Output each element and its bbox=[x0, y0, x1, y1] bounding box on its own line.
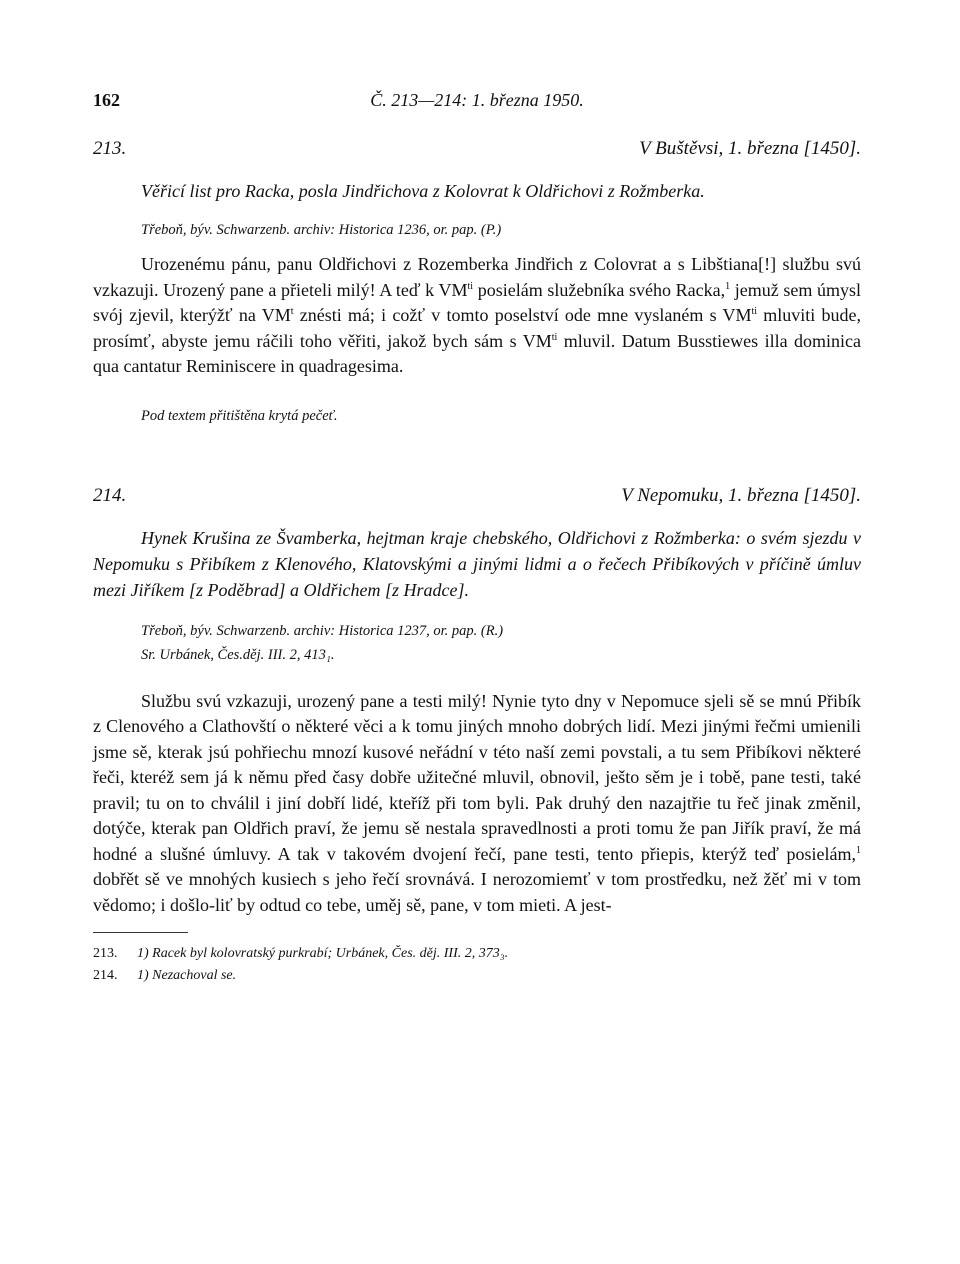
running-title: Č. 213—214: 1. března 1950. bbox=[370, 90, 584, 110]
entry-213-heading bbox=[93, 138, 861, 166]
entry-number: 213. bbox=[93, 138, 127, 159]
entry-source: Třeboň, býv. Schwarzenb. archiv: Historica 1236, or. pap. (P.) bbox=[141, 222, 502, 238]
footnote-ref: 1 bbox=[856, 844, 861, 856]
entry-place-date: V Buštěvsi, 1. března [1450]. bbox=[639, 138, 861, 159]
document-page bbox=[93, 90, 861, 987]
entry-regest: Věřicí list pro Racka, posla Jindřichova z Kolovrat k Oldřichovi z Rožmberka. bbox=[141, 181, 705, 201]
footnote: 214. 1) Nezachoval se. bbox=[93, 968, 237, 983]
footnote: 213. 1) Racek byl kolovratský purkrabí; Urbánek, Čes. děj. III. 2, 373₃. bbox=[93, 946, 509, 961]
entry-text: Službu svú vzkazuji, urozený pane a testi milý! Nynie tyto dny v Nepomuce sjeli sě se mnú Přibík z Clenového a Clathovští o některé věci a k tomu jiných mnoho dobrých lidí. Mezi jinými řečmi umienili jsme sě, kterak jsú pohřiechu mnozí kusové neřádní v této naší zemi povstali, a tu sem Přibíkovi některé řeči, kteréž sem já k němu před časy dobře užitečné mluvil, obnovil, ješto sěm je i tobě, pane testi, také pravil; tu on to chválil i jiní dobří lidé, kteříž při tom byli. Pak druhý den nazajtřie tu řeč jinak změnil, dotýče, kterak pan Oldřich praví, že jemu sě nestala spravedlnosti a proti tomu že pan Jiřík praví, že má hodné a slušné úmluvy. A tak v takovém dvojení řečí, pane testi, tento přiepis, kterýž teď posielám,$^1$ dobřět sě ve mnohých kusiech s jeho řečí srovnává. I nerozomiemť v tom prostředku, než žěť mi v tom vědomo; i došlo-liť by odtud co tebe, uměj sě, pane, v tom mieti. A jest- bbox=[93, 690, 861, 915]
entry-literature: Sr. Urbánek, Čes.děj. III. 2, 413₁. bbox=[141, 646, 335, 663]
entry-source: Třeboň, býv. Schwarzenb. archiv: Historica 1237, or. pap. (R.) bbox=[141, 622, 504, 639]
entry-text: Urozenému pánu, panu Oldřichovi z Rozemberka Jindřich z Colovrat a s Libštiana[!] službu svú vzkazuji. Urozený pane a přieteli milý! A teď k $VM^{ti}$ posielám služebníka svého Racka,$^1$ jemuž sem úmysl svój zjevil, kterýžť na $VM^t$ znésti má; i cožť v tomto poselství ode mne vyslaném s $VM^{ti}$ mluviti bude, prosímť, abyste jemu ráčili toho věřiti, jakož bych sám s $VM^{ti}$ mluvil. Datum Busstiewes illa dominica qua cantatur Reminiscere in quadragesima. bbox=[93, 254, 862, 376]
entry-number: 214. bbox=[93, 484, 127, 506]
entry-regest: Hynek Krušina ze Švamberka, hejtman kraje chebského, Oldřichovi z Rožmberka: o svém sjezdu v Nepomuku s Přibíkem z Klenového, Klatovskými a jinými lidmi a o řečech Přibíkových v příčině úmluv mezi Jiříkem [z Poděbrad] a Oldřichem [z Hradce]. bbox=[93, 527, 861, 600]
entry-place-date: V Nepomuku, 1. března [1450]. bbox=[621, 484, 861, 506]
entry-214-heading bbox=[93, 485, 861, 513]
page-number: 162 bbox=[93, 90, 120, 110]
footnote-ref: 1 bbox=[725, 280, 731, 292]
entry-note: Pod textem přitištěna krytá pečeť. bbox=[141, 407, 338, 424]
running-header bbox=[93, 90, 861, 116]
